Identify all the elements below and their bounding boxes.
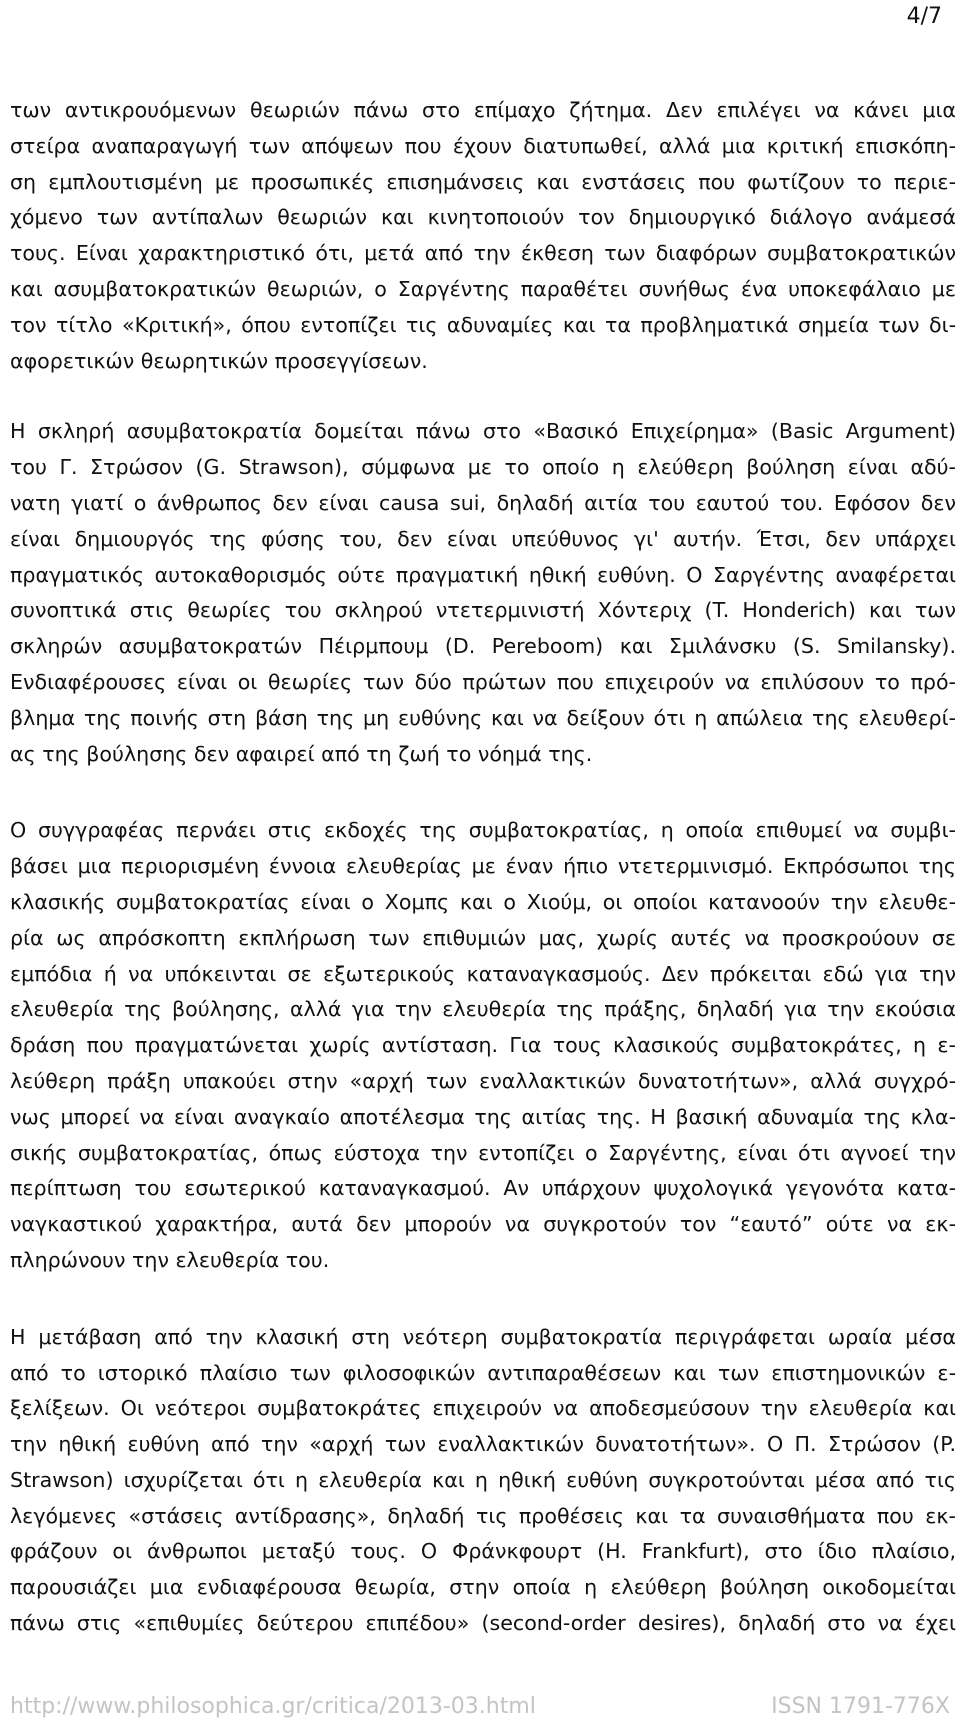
paragraph-2 xyxy=(10,414,956,772)
text-line: ρία ως απρόσκοπτη εκπλήρωση των επιθυμιών μας, χωρίς αυτές να προσκρούουν σε xyxy=(10,925,956,950)
text-line: Ο συγγραφέας περνάει στις εκδοχές της συμβατοκρατίας, η οποία επιθυμεί να συμβι- xyxy=(10,818,956,843)
text-line: ση εμπλουτισμένη με προσωπικές επισημάνσεις και ενστάσεις που φωτίζουν το περιε- xyxy=(10,169,956,194)
text-line: είναι δημιουργός της φύσης του, δεν είναι υπεύθυνος γι' αυτήν. Έτσι, δεν υπάρχει xyxy=(10,526,956,551)
text-line: και ασυμβατοκρατικών θεωριών, ο Σαργέντης παραθέτει συνήθως ένα υποκεφάλαιο με xyxy=(10,276,956,301)
text-line: περίπτωση του εσωτερικού καταναγκασμού. Αν υπάρχουν ψυχολογικά γεγονότα κατα- xyxy=(10,1176,956,1201)
text-line: πάνω στις «επιθυμίες δεύτερου επιπέδου» (second-order desires), δηλαδή στο να έχει xyxy=(10,1611,956,1636)
text-line: εμπόδια ή να υπόκεινται σε εξωτερικούς καταναγκασμούς. Δεν πρόκειται εδώ για την xyxy=(10,961,956,986)
text-line: χόμενο των αντίπαλων θεωριών και κινητοποιούν τον δημιουργικό διάλογο ανάμεσά xyxy=(10,205,956,230)
text-line: κλασικής συμβατοκρατίας είναι ο Χομπς και ο Χιούμ, οι οποίοι κατανοούν την ελευθε- xyxy=(10,889,956,914)
text-line: ελευθερία της βούλησης, αλλά για την ελευθερία της πράξης, δηλαδή για την εκούσια xyxy=(10,997,956,1022)
text-line: τους. Είναι χαρακτηριστικό ότι, μετά από την έκθεση των διαφόρων συμβατοκρατικών xyxy=(10,241,956,266)
text-line: την ηθική ευθύνη από την «αρχή των εναλλακτικών δυνατοτήτων». Ο Π. Στρώσον (P. xyxy=(10,1432,956,1457)
text-line: λεγόμενες «στάσεις αντίδρασης», δηλαδή τις προθέσεις και τα συναισθήματα που εκ- xyxy=(10,1503,956,1528)
text-line: ας της βούλησης δεν αφαιρεί από τη ζωή το νόημά της. xyxy=(10,741,593,766)
text-line: αφορετικών θεωρητικών προσεγγίσεων. xyxy=(10,348,428,373)
text-line: τον τίτλο «Κριτική», όπου εντοπίζει τις αδυναμίες και τα προβληματικά σημεία των δι- xyxy=(10,312,956,337)
text-line: δράση που πραγματώνεται χωρίς αντίσταση. Για τους κλασικούς συμβατοκράτες, η ε- xyxy=(10,1033,956,1058)
text-line: ναγκαστικού χαρακτήρα, αυτά δεν μπορούν να συγκροτούν τον “εαυτό” ούτε να εκ- xyxy=(10,1212,956,1237)
paragraph-4 xyxy=(10,1320,956,1642)
text-line: σικής συμβατοκρατίας, όπως εύστοχα την εντοπίζει ο Σαργέντης, είναι ότι αγνοεί την xyxy=(10,1140,956,1165)
text-line: παρουσιάζει μια ενδιαφέρουσα θεωρία, στην οποία η ελεύθερη βούληση οικοδομείται xyxy=(10,1575,956,1600)
paragraph-1 xyxy=(10,93,956,379)
text-line: πληρώνουν την ελευθερία του. xyxy=(10,1247,330,1272)
text-line: από το ιστορικό πλαίσιο των φιλοσοφικών αντιπαραθέσεων και των επιστημονικών ε- xyxy=(10,1360,956,1385)
text-line: Ενδιαφέρουσες είναι οι θεωρίες των δύο πρώτων που επιχειρούν να επιλύσουν το πρό- xyxy=(10,669,956,694)
text-line: των αντικρουόμενων θεωριών πάνω στο επίμαχο ζήτημα. Δεν επιλέγει να κάνει μια xyxy=(10,98,956,122)
text-line: Η μετάβαση από την κλασική στη νεότερη συμβατοκρατία περιγράφεται ωραία μέσα xyxy=(10,1324,956,1349)
footer-issn: ISSN 1791-776X xyxy=(771,1694,950,1719)
text-line: Η σκληρή ασυμβατοκρατία δομείται πάνω στο «Βασικό Επιχείρημα» (Basic Argument) xyxy=(10,419,956,444)
text-line: φράζουν οι άνθρωποι μεταξύ τους. Ο Φράνκφουρτ (H. Frankfurt), στο ίδιο πλαίσιο, xyxy=(10,1539,956,1564)
text-line: λεύθερη πράξη υπακούει στην «αρχή των εναλλακτικών δυνατοτήτων», αλλά συγχρό- xyxy=(10,1068,956,1093)
text-line: νως μπορεί να είναι αναγκαίο αποτέλεσμα της αιτίας της. Η βασική αδυναμία της κλα- xyxy=(10,1104,956,1129)
text-line: του Γ. Στρώσον (G. Strawson), σύμφωνα με το οποίο η ελεύθερη βούληση είναι αδύ- xyxy=(10,455,956,480)
page-number: 4/7 xyxy=(906,4,942,29)
footer-url-link[interactable]: http://www.philosophica.gr/critica/2013-03.html xyxy=(10,1694,536,1719)
text-line: πραγματικός αυτοκαθορισμός ούτε πραγματική ηθική ευθύνη. Ο Σαργέντης αναφέρεται xyxy=(10,562,956,587)
article-body xyxy=(10,93,956,1642)
text-line: συνοπτικά στις θεωρίες του σκληρού ντετερμινιστή Χόντεριχ (T. Honderich) και των xyxy=(10,598,956,623)
text-line: βάσει μια περιορισμένη έννοια ελευθερίας με έναν ήπιο ντετερμινισμό. Εκπρόσωποι της xyxy=(10,854,956,879)
text-line: σκληρών ασυμβατοκρατών Πέιρμπουμ (D. Pereboom) και Σμιλάνσκυ (S. Smilansky). xyxy=(10,634,956,659)
text-line: στείρα αναπαραγωγή των απόψεων που έχουν διατυπωθεί, αλλά μια κριτική επισκόπη- xyxy=(10,133,956,158)
text-line: Strawson) ισχυρίζεται ότι η ελευθερία και η ηθική ευθύνη συγκροτούνται μέσα από τις xyxy=(10,1467,956,1492)
paragraph-3 xyxy=(10,813,956,1278)
text-line: νατη γιατί ο άνθρωπος δεν είναι causa sui, δηλαδή αιτία του εαυτού του. Εφόσον δεν xyxy=(10,490,956,515)
text-line: ξελίξεων. Οι νεότεροι συμβατοκράτες επιχειρούν να αποδεσμεύσουν την ελευθερία και xyxy=(10,1396,956,1421)
text-line: βλημα της ποινής στη βάση της μη ευθύνης και να δείξουν ότι η απώλεια της ελευθερί- xyxy=(10,705,956,730)
